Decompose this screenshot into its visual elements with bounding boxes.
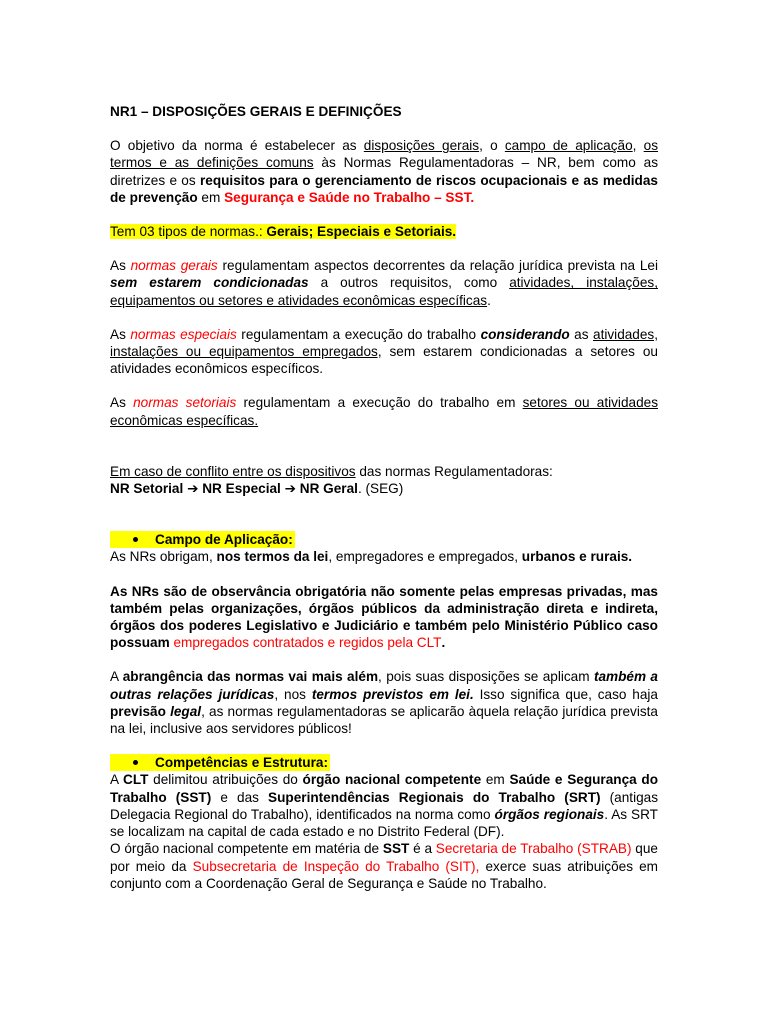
text: regulamentam a execução do trabalho em: [236, 395, 523, 411]
underlined-text: Em caso de conflito entre os dispositivos: [110, 463, 356, 479]
text: A: [110, 772, 124, 788]
bold-text: previsão: [110, 703, 171, 719]
document-body: [110, 103, 658, 892]
text: em: [197, 189, 225, 205]
red-italic-text: normas setoriais: [133, 395, 237, 411]
paragraph-sector-norms: [110, 394, 658, 428]
bold-text: Gerais; Especiais e Setoriais.: [266, 224, 457, 240]
bold-italic-text: termos previstos em lei.: [311, 686, 474, 702]
bold-text: SST: [382, 841, 410, 857]
text: delimitou atribuições do: [148, 772, 303, 788]
bullet-icon: [133, 537, 138, 542]
text: As: [110, 258, 131, 274]
text: das normas Regulamentadoras:: [355, 463, 553, 479]
red-text: empregados contratados e regidos pela CLT: [173, 635, 442, 651]
paragraph-conflict: [110, 463, 658, 497]
heading-text: Competências e Estrutura:: [155, 755, 328, 771]
text: , nos: [274, 686, 312, 702]
paragraph-clt: [110, 771, 658, 840]
text: Tem 03 tipos de normas.:: [110, 224, 267, 240]
paragraph-special-norms: [110, 326, 658, 378]
paragraph-norm-types: [110, 223, 658, 240]
bold-text: NR Especial: [198, 481, 285, 497]
bold-italic-text: considerando: [480, 326, 570, 342]
text: regulamentam aspectos decorrentes da relação jurídica prevista na Lei: [217, 258, 658, 274]
text: exerce suas atribuições em conjunto com a Coordenação Geral de Segurança e Saúde no Trabalho.: [110, 858, 658, 891]
text: , o: [479, 138, 505, 154]
document-title: NR1 – DISPOSIÇÕES GERAIS E DEFINIÇÕES: [110, 104, 402, 119]
text: A: [110, 669, 123, 685]
text: sem estarem condicionadas a setores ou atividades econômicos específicos.: [110, 344, 658, 377]
bold-text: NR Setorial: [110, 481, 188, 497]
bold-text: CLT: [123, 772, 149, 788]
text: a outros requisitos, como: [308, 275, 510, 291]
paragraph-general-norms: [110, 257, 658, 309]
paragraph-obligation: [110, 548, 658, 565]
red-italic-text: normas gerais: [130, 258, 218, 274]
text: que por meio da: [110, 841, 658, 874]
text: . As SRT se localizam na capital de cada estado e no Distrito Federal (DF).: [110, 806, 658, 840]
section-heading-competences: [110, 754, 658, 771]
bold-text: abrangência das normas vai mais além: [122, 669, 379, 685]
heading-text: Campo de Aplicação:: [155, 532, 293, 548]
paragraph-national-body: [110, 840, 658, 892]
bold-text: NR Geral: [295, 481, 358, 497]
underlined-text: os termos e as definições comuns: [110, 138, 659, 171]
bold-text: .: [441, 635, 446, 651]
bold-text: Saúde e Segurança do Trabalho (SST): [110, 772, 659, 805]
text: as: [569, 326, 594, 342]
underlined-text: setores ou atividades econômicas específicas.: [110, 395, 658, 428]
arrow-right-icon: ➔: [284, 481, 296, 497]
text: em: [481, 772, 510, 788]
red-italic-text: normas especiais: [130, 326, 237, 342]
underlined-text: campo de aplicação: [504, 138, 633, 154]
text: é a: [409, 841, 436, 857]
text: às Normas Regulamentadoras – NR, bem como as diretrizes e os: [110, 155, 658, 188]
bold-text: órgão nacional competente: [302, 772, 482, 788]
bold-italic-text: também a outras relações jurídicas: [110, 669, 658, 702]
paragraph-mandatory: [110, 583, 658, 652]
bold-text: nos termos da lei: [216, 549, 329, 565]
text: As: [110, 395, 134, 411]
bold-italic-text: legal: [170, 703, 202, 719]
text: regulamentam a execução do trabalho: [236, 326, 481, 342]
bold-text: As NRs são de observância obrigatória não somente pelas empresas privadas, mas também pelas organizações, órgãos públicos da administração direta e indireta, órgãos dos poderes Legislativo e Judiciário e também pelo Ministério Público caso possuam: [110, 583, 658, 651]
text: . (SEG): [357, 481, 404, 497]
highlighted-text: [110, 224, 456, 239]
text: , pois suas disposições se aplicam: [378, 669, 594, 685]
text: O objetivo da norma é estabelecer as: [110, 138, 364, 154]
text: .: [487, 292, 491, 308]
underlined-text: disposições gerais: [363, 138, 480, 154]
text: Isso significa que, caso haja: [473, 686, 658, 702]
paragraph-scope-extension: [110, 668, 658, 737]
highlighted-heading: [110, 531, 295, 548]
bold-text: Superintendências Regionais do Trabalho (SRT): [268, 789, 601, 805]
bold-italic-text: sem estarem condicionadas: [110, 275, 309, 291]
text: e das: [211, 789, 269, 805]
text: (antigas Delegacia Regional do Trabalho), identificados na norma como: [110, 789, 659, 822]
bold-text: urbanos e rurais.: [521, 549, 633, 565]
text: , empregadores e empregados,: [328, 549, 522, 565]
highlighted-heading: [110, 754, 330, 771]
bold-text: requisitos para o gerenciamento de riscos ocupacionais e as medidas de prevenção: [110, 172, 658, 205]
text: O órgão nacional competente em matéria de: [110, 841, 383, 857]
underlined-text: atividades, instalações ou equipamentos empregados,: [110, 326, 659, 360]
text: , as normas regulamentadoras se aplicarão àquela relação jurídica prevista na lei, inclusive aos servidores públicos!: [110, 703, 658, 737]
red-text: Secretaria de Trabalho (STRAB): [435, 841, 632, 857]
text: As NRs obrigam,: [110, 549, 217, 565]
text: ,: [632, 138, 644, 154]
bold-italic-text: órgãos regionais: [494, 806, 605, 822]
red-text: Subsecretaria de Inspeção do Trabalho (SIT),: [192, 858, 480, 874]
text: As: [110, 326, 131, 342]
section-heading-scope: [110, 531, 658, 548]
arrow-right-icon: ➔: [187, 481, 199, 497]
bullet-icon: [133, 760, 138, 765]
underlined-text: atividades, instalações, equipamentos ou setores e atividades econômicas específicas: [110, 275, 658, 308]
paragraph-objective: [110, 137, 658, 206]
red-bold-text: Segurança e Saúde no Trabalho – SST.: [224, 189, 475, 205]
